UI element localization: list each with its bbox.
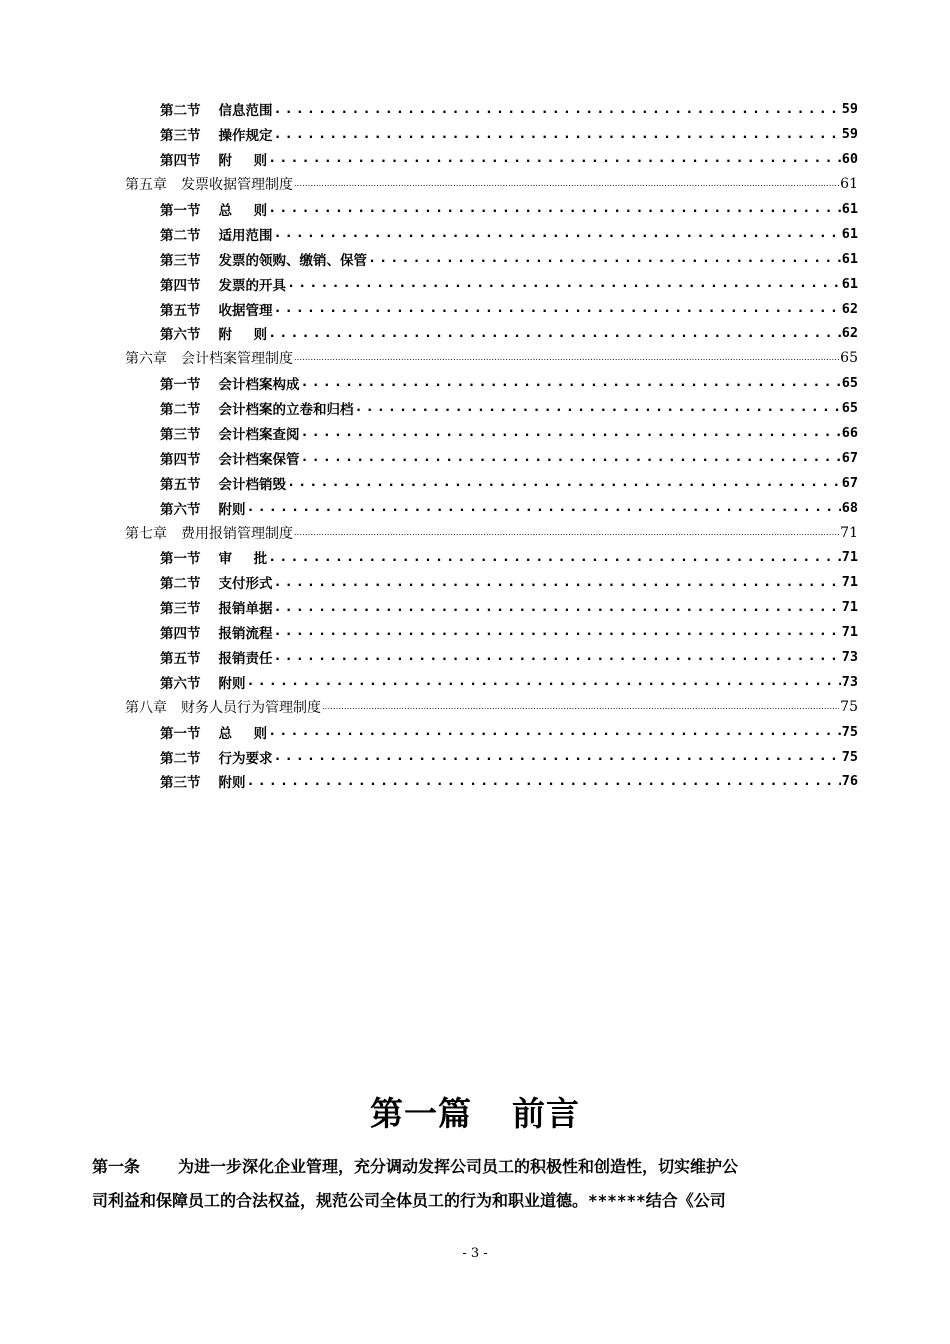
- toc-entry-page: 65: [840, 350, 858, 367]
- toc-dot-leader: [268, 202, 841, 216]
- toc-entry-title: 收据管理: [218, 302, 273, 319]
- toc-entry-title: 附则: [218, 775, 246, 792]
- page-number: - 3 -: [462, 1246, 488, 1261]
- toc-entry-page: 61: [840, 176, 858, 193]
- toc-entry-number: 第三节: [160, 427, 201, 444]
- toc-entry-title: 附 则: [218, 153, 268, 170]
- toc-section-entry[interactable]: [0, 197, 858, 222]
- toc-entry-number: 第四节: [160, 277, 201, 294]
- part-title: [0, 1088, 950, 1135]
- toc-dot-leader: [274, 576, 841, 590]
- toc-section-entry[interactable]: [0, 147, 858, 172]
- toc-section-entry[interactable]: [0, 769, 858, 794]
- toc-dot-leader: [274, 650, 841, 664]
- toc-entry-number: 第二节: [160, 750, 201, 767]
- toc-dot-leader: [322, 700, 839, 714]
- toc-entry-page: 73: [841, 649, 858, 666]
- toc-entry-number: 第五节: [160, 302, 201, 319]
- toc-chapter-entry[interactable]: [0, 172, 858, 197]
- toc-entry-number: 第三节: [160, 128, 201, 145]
- toc-dot-leader: [268, 725, 841, 739]
- toc-dot-leader: [287, 277, 841, 291]
- toc-entry-number: 第四节: [160, 626, 201, 643]
- toc-dot-leader: [247, 675, 841, 689]
- toc-entry-page: 76: [841, 773, 858, 790]
- toc-entry-number: 第一节: [160, 203, 201, 219]
- toc-entry-title: 会计档案管理制度: [181, 351, 293, 368]
- toc-entry-title: 附则: [218, 501, 246, 518]
- toc-entry-title: 会计档销毁: [218, 476, 286, 493]
- toc-entry-title: 行为要求: [218, 750, 273, 767]
- toc-dot-leader: [287, 476, 841, 490]
- toc-section-entry[interactable]: [0, 396, 858, 421]
- toc-entry-page: 71: [841, 599, 858, 616]
- toc-section-entry[interactable]: [0, 470, 858, 495]
- toc-entry-page: 71: [840, 524, 858, 541]
- toc-entry-page: 71: [841, 574, 858, 591]
- toc-section-entry[interactable]: [0, 122, 858, 147]
- toc-entry-title: 报销责任: [218, 651, 273, 668]
- toc-section-entry[interactable]: [0, 371, 858, 396]
- toc-entry-title: 信息范围: [218, 103, 273, 120]
- toc-entry-number: 第六章: [125, 351, 167, 368]
- toc-entry-title: 支付形式: [218, 576, 273, 593]
- toc-entry-number: 第一节: [160, 551, 201, 568]
- toc-dot-leader: [274, 750, 841, 764]
- part-name: 前言: [512, 1094, 580, 1133]
- toc-dot-leader: [247, 775, 841, 789]
- toc-section-entry[interactable]: [0, 97, 858, 122]
- toc-entry-number: 第三节: [160, 252, 201, 269]
- toc-dot-leader: [268, 152, 841, 166]
- toc-entry-page: 75: [841, 748, 858, 765]
- toc-section-entry[interactable]: [0, 744, 858, 769]
- toc-entry-page: 61: [841, 250, 858, 267]
- toc-dot-leader: [274, 128, 841, 142]
- toc-entry-title: 会计档案的立卷和归档: [218, 402, 354, 419]
- toc-entry-title: 发票的开具: [218, 277, 286, 294]
- toc-dot-leader: [274, 601, 841, 615]
- toc-entry-page: 66: [841, 425, 858, 442]
- toc-dot-leader: [247, 501, 841, 515]
- toc-dot-leader: [301, 451, 841, 465]
- toc-entry-title: 报销流程: [218, 626, 273, 643]
- toc-entry-title: 发票收据管理制度: [181, 177, 293, 194]
- toc-entry-title: 发票的领购、缴销、保管: [218, 252, 367, 269]
- toc-entry-title: 附 则: [218, 327, 268, 344]
- toc-section-entry[interactable]: [0, 645, 858, 670]
- toc-section-entry[interactable]: [0, 595, 858, 620]
- toc-dot-leader: [294, 526, 839, 540]
- toc-dot-leader: [294, 351, 839, 365]
- toc-entry-number: 第六节: [160, 675, 201, 692]
- toc-section-entry[interactable]: [0, 246, 858, 271]
- toc-entry-title: 财务人员行为管理制度: [181, 699, 321, 716]
- article-line-2: 司利益和保障员工的合法权益，规范公司全体员工的行为和职业道德。******结合《公司: [92, 1191, 726, 1210]
- toc-entry-title: 费用报销管理制度: [181, 525, 293, 542]
- toc-entry-page: 59: [841, 101, 858, 118]
- toc-entry-page: 62: [841, 300, 858, 317]
- toc-entry-page: 67: [841, 449, 858, 466]
- toc-entry-number: 第四节: [160, 153, 201, 170]
- toc-chapter-entry[interactable]: [0, 520, 858, 545]
- toc-entry-number: 第一节: [160, 377, 201, 394]
- toc-dot-leader: [294, 177, 839, 191]
- toc-section-entry[interactable]: [0, 271, 858, 296]
- article-paragraph: [92, 1150, 860, 1218]
- toc-entry-page: 71: [841, 549, 858, 566]
- toc-entry-page: 75: [840, 698, 858, 715]
- toc-entry-number: 第三节: [160, 601, 201, 618]
- toc-section-entry[interactable]: [0, 570, 858, 595]
- toc-dot-leader: [268, 327, 841, 341]
- toc-entry-number: 第五节: [160, 651, 201, 668]
- article-line-1: [92, 1150, 860, 1184]
- toc-dot-leader: [301, 426, 841, 440]
- toc-entry-number: 第三节: [160, 775, 201, 792]
- part-number: 第一篇: [370, 1094, 472, 1133]
- toc-entry-number: 第二节: [160, 103, 201, 120]
- toc-dot-leader: [274, 103, 841, 117]
- toc-entry-page: 61: [841, 201, 858, 217]
- toc-entry-page: 73: [841, 673, 858, 690]
- toc-entry-title: 会计档案保管: [218, 451, 300, 468]
- article-number: 第一条: [92, 1157, 141, 1176]
- toc-entry-number: 第二节: [160, 402, 201, 419]
- toc-section-entry[interactable]: [0, 221, 858, 246]
- toc-dot-leader: [274, 302, 841, 316]
- toc-section-entry[interactable]: [0, 545, 858, 570]
- toc-section-entry[interactable]: [0, 719, 858, 744]
- toc-section-entry[interactable]: [0, 296, 858, 321]
- toc-entry-title: 操作规定: [218, 128, 273, 145]
- toc-entry-number: 第六节: [160, 327, 201, 344]
- toc-entry-number: 第二节: [160, 227, 201, 244]
- toc-entry-page: 68: [841, 499, 858, 516]
- toc-dot-leader: [274, 625, 841, 639]
- toc-dot-leader: [268, 551, 841, 565]
- toc-entry-page: 65: [841, 400, 858, 417]
- toc-entry-page: 60: [841, 151, 858, 168]
- toc-entry-page: 62: [841, 325, 858, 342]
- toc-chapter-entry[interactable]: [0, 346, 858, 371]
- toc-entry-page: 75: [841, 723, 858, 740]
- toc-entry-page: 67: [841, 474, 858, 491]
- toc-entry-title: 总 则: [218, 203, 268, 219]
- toc-entry-number: 第二节: [160, 576, 201, 593]
- toc-entry-page: 65: [841, 375, 858, 392]
- toc-dot-leader: [355, 401, 841, 415]
- toc-section-entry[interactable]: [0, 321, 858, 346]
- toc-entry-page: 61: [841, 275, 858, 292]
- toc-entry-title: 适用范围: [218, 227, 273, 244]
- toc-entry-number: 第四节: [160, 451, 201, 468]
- table-of-contents: [0, 97, 950, 794]
- toc-entry-number: 第五章: [125, 177, 167, 194]
- toc-dot-leader: [301, 376, 841, 390]
- toc-section-entry[interactable]: [0, 495, 858, 520]
- toc-entry-number: 第一节: [160, 725, 201, 742]
- toc-section-entry[interactable]: [0, 421, 858, 446]
- toc-section-entry[interactable]: [0, 669, 858, 694]
- toc-entry-page: 61: [841, 225, 858, 242]
- toc-entry-number: 第五节: [160, 476, 201, 493]
- toc-entry-number: 第六节: [160, 501, 201, 518]
- toc-section-entry[interactable]: [0, 445, 858, 470]
- toc-entry-title: 会计档案构成: [218, 377, 300, 394]
- toc-entry-number: 第八章: [125, 699, 167, 716]
- toc-entry-title: 会计档案查阅: [218, 427, 300, 444]
- toc-section-entry[interactable]: [0, 620, 858, 645]
- toc-dot-leader: [274, 227, 841, 241]
- toc-entry-page: 59: [841, 126, 858, 143]
- toc-entry-number: 第七章: [125, 525, 167, 542]
- toc-dot-leader: [368, 252, 841, 266]
- toc-entry-page: 71: [841, 624, 858, 641]
- article-text-1: 为进一步深化企业管理，充分调动发挥公司员工的积极性和创造性，切实维护公: [178, 1157, 739, 1176]
- toc-entry-title: 附则: [218, 675, 246, 692]
- toc-chapter-entry[interactable]: [0, 694, 858, 719]
- toc-entry-title: 总 则: [218, 725, 268, 742]
- toc-entry-title: 审 批: [218, 551, 268, 568]
- toc-entry-title: 报销单据: [218, 601, 273, 618]
